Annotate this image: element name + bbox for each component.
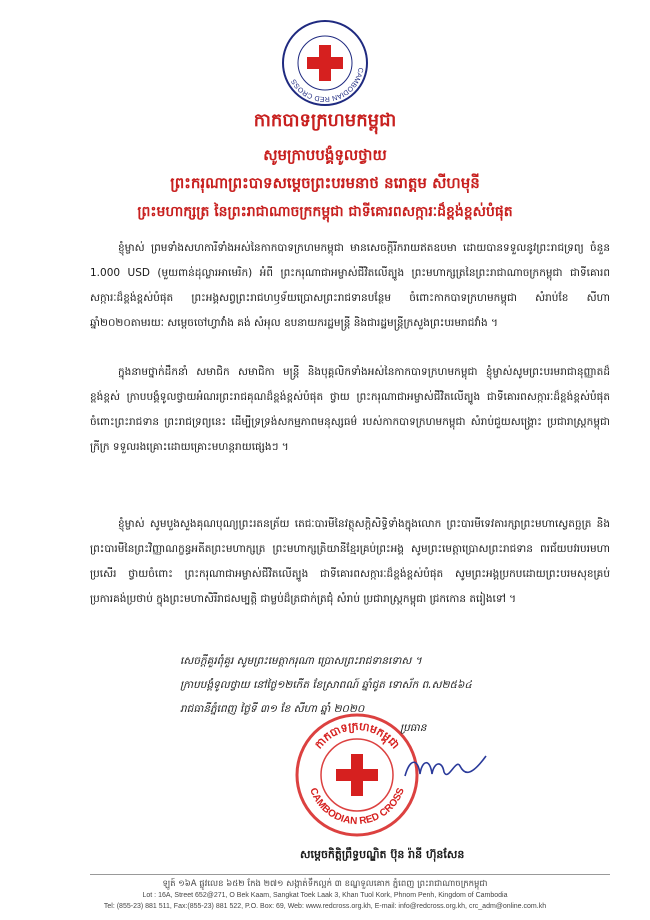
paragraph-3-text: ខ្ញុំម្ចាស់ សូមបួងសួងគុណបុណ្យព្រះរតនត្រ័យ តេជៈបារមីនៃវត្ថុសក្តិសិទ្ធិទាំងក្នុងលោក ព្រះបារមីទេវតារក្សាព្រះមហាស្វេតច្ឆត្រ និងព្រះបារមីនៃព្រះវិញ្ញាណក្ខន្ធអតីតព្រះមហាក្សត្រ ព្រះមហាក្សត្រិយានីខ្មែរគ្រប់ព្រះអង្គ សូមព្រះមេត្តាប្រោសព្រះរាជទាន ពរជ័យបវរបរមហាប្រសើរ ថ្វាយចំពោះ ព្រះករុណាជាអម្ចាស់ជីវិតលើត្បូង ជាទីគោរពសក្ការៈដ៏ខ្ពង់ខ្ពស់បំផុត សូមព្រះអង្គប្រកបដោយព្រះបរមសុខគ្រប់ប្រការគង់ប្រថាប់ ក្នុងព្រះមហាសិរីរាជសម្បត្តិ ជាម្លប់ដ៏ត្រជាក់ត្រជុំ សំរាប់ ប្រជារាស្ត្រកម្ពុជា ជ្រកកោន តរៀងទៅ ។ (90, 518, 610, 605)
signer-name: សម្តេចកិត្តិព្រឹទ្ធបណ្ឌិត ប៊ុន រ៉ានី ហ៊ុនសែន (300, 848, 465, 861)
closing-date: រាជធានីភ្នំពេញ ថ្ងៃទី ៣១ ខែ សីហា ឆ្នាំ ២០២០ (180, 703, 365, 715)
red-cross-logo (280, 18, 370, 108)
paragraph-1 (90, 236, 610, 336)
president-label: ប្រធាន (400, 722, 427, 734)
paragraph-1-text: ខ្ញុំម្ចាស់ ព្រមទាំងសហការីទាំងអស់នៃកាកបាទក្រហមកម្ពុជា មានសេចក្តីរីករាយឥតឧបមា ដោយបានទទួលនូវព្រះរាជទ្រព្យ ចំនួន 1.000 USD (មួយពាន់ដុល្លារអាមេរិក) អំពី ព្រះករុណាជាអម្ចាស់ជីវិតលើត្បូង ព្រះមហាក្សត្រនៃព្រះរាជាណាចក្រកម្ពុជា ជាទីគោរពសក្ការៈដ៏ខ្ពង់ខ្ពស់បំផុត ព្រះអង្គសព្វព្រះរាជហឫទ័យប្រោសព្រះរាជទានបន្ថែម ចំពោះកាកបាទក្រហមកម្ពុជា សំរាប់ខែ សីហា ឆ្នាំ២០២០តាមរយៈ សម្តេចចៅហ្វាវាំង គង់ សំអុល ឧបនាយករដ្ឋមន្ត្រី និងជារដ្ឋមន្ត្រីក្រសួងព្រះបរមរាជវាំង ។ (90, 242, 610, 329)
signature (400, 748, 490, 788)
paragraph-2 (90, 360, 610, 460)
footer-contact: Tel: (855-23) 881 511, Fax:(855-23) 881 522, P.O. Box: 69, Web: www.redcross.org.kh, E-mail: info@redcross.org.kh, crc_adm@online.com.kh (103, 903, 547, 910)
footer-divider (90, 874, 610, 875)
paragraph-2-text: ក្នុងនាមថ្នាក់ដឹកនាំ សមាជិក សមាជិកា មន្ត្រី និងបុគ្គលិកទាំងអស់នៃកាកបាទក្រហមកម្ពុជា ខ្ញុំម្ចាស់សូមព្រះបរមរាជានុញ្ញាតដ៏ខ្ពង់ខ្ពស់ ក្រាបបង្គំទូលថ្វាយអំណរព្រះរាជគុណដ៏ខ្ពង់ខ្ពស់បំផុត ថ្វាយ ព្រះករុណាជាអម្ចាស់ជីវិតលើត្បូង ជាទីគោរពសក្ការៈដ៏ខ្ពង់ខ្ពស់បំផុត ចំពោះព្រះរាជទាន ព្រះរាជទ្រព្យនេះ ដើម្បីទ្រទ្រង់សកម្មភាពមនុស្សធម៌ របស់កាកបាទក្រហមកម្ពុជា សំរាប់ជួយសង្គ្រោះ ប្រជារាស្ត្រកម្ពុជាក្រីក្រ ទទួលរងគ្រោះដោយគ្រោះមហន្តរាយផ្សេងៗ ។ (90, 366, 610, 453)
footer-address-english: Lot : 16A, Street 652@271, O Bek Kaam, Sangkat Toek Laak 3, Khan Tuol Kork, Phnom Penh, Kingdom of Cambodia (142, 892, 508, 899)
org-name: កាកបាទក្រហមកម្ពុជា (253, 110, 397, 131)
footer-address-khmer: ឡូត៍ ១៦A ផ្លូវលេខ ៦៥២ កែង ២៧១ សង្កាត់ទឹកល្អក់ ៣ ខណ្ឌទួលគោក ភ្នំពេញ ព្រះរាជាណាចក្រកម្ពុជា (162, 879, 488, 889)
paragraph-3 (90, 512, 610, 612)
king-name-line: ព្រះករុណាព្រះបាទសម្តេចព្រះបរមនាថ នរោត្តម សីហមុនី (170, 174, 480, 192)
seal-bottom-text: CAMBODIAN RED CROSS (307, 786, 407, 828)
closing-apology: សេចក្តីគួរពុំគួរ សូមព្រះមេត្តាករុណា ប្រោសព្រះរាជទានទោស ។ (180, 655, 422, 667)
king-title-line: ព្រះមហាក្សត្រ នៃព្រះរាជាណាចក្រកម្ពុជា ជាទីគោរពសក្ការៈដ៏ខ្ពង់ខ្ពស់បំផុត (137, 204, 513, 220)
logo-ring-text: CAMBODIAN RED CROSS (290, 66, 364, 103)
closing-lunar-date: ក្រាបបង្គំទូលថ្វាយ នៅថ្ងៃ១២កើត ខែស្រាពណ៍ ឆ្នាំជូត ទោស័ក ព.ស២៥៦៤ (180, 679, 472, 691)
seal-top-text: កាកបាទក្រហមកម្ពុជា (312, 719, 402, 752)
salutation-line: សូមក្រាបបង្គំទូលថ្វាយ (263, 146, 387, 164)
